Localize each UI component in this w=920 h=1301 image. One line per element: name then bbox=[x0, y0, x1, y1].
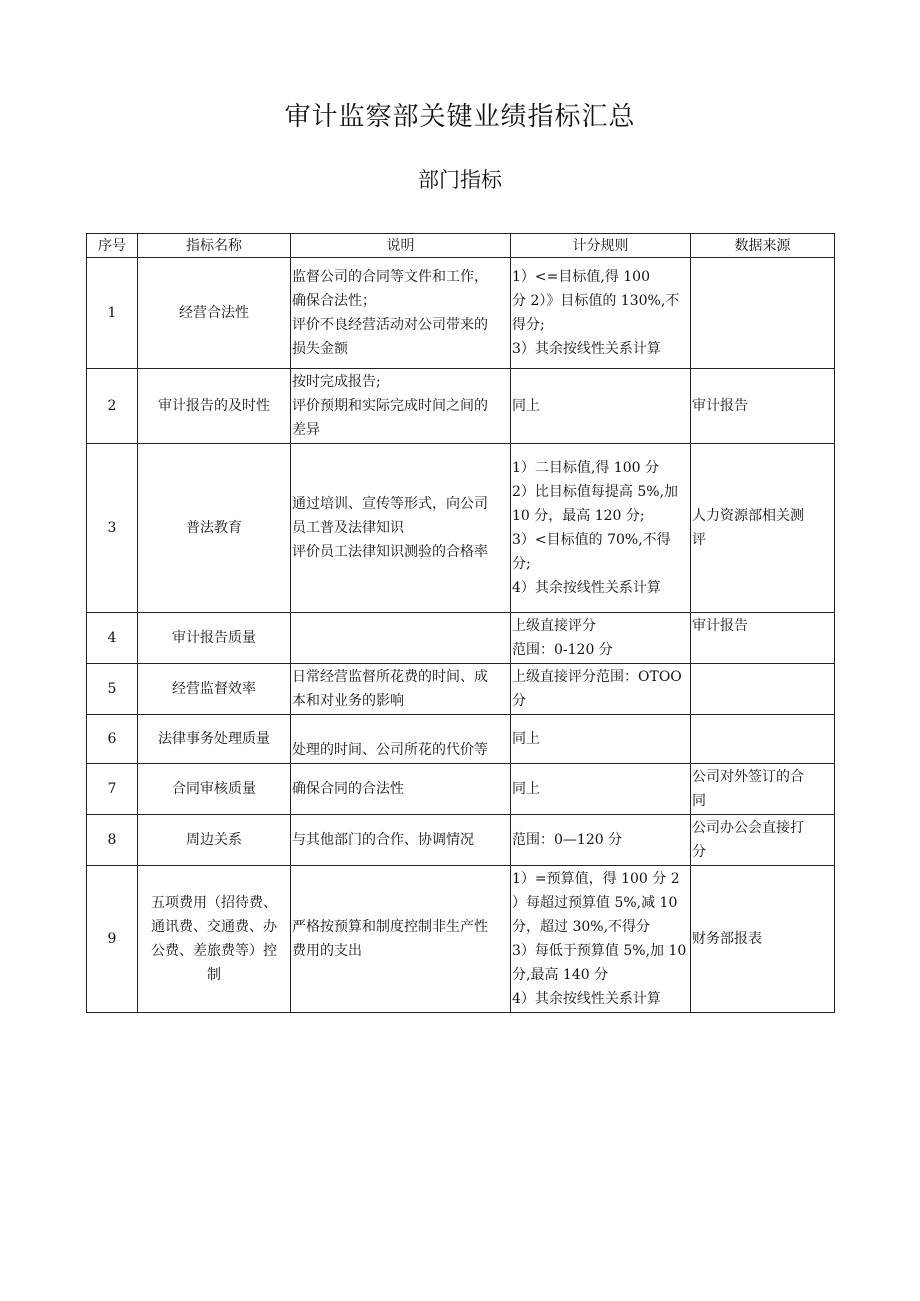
cell-no: 2 bbox=[87, 369, 138, 444]
cell-line: 周边关系 bbox=[186, 832, 242, 848]
cell-line: 财务部报表 bbox=[692, 931, 762, 947]
cell-source bbox=[691, 715, 835, 764]
cell-name bbox=[138, 866, 291, 1013]
cell-desc bbox=[291, 444, 511, 613]
cell-desc bbox=[291, 613, 511, 664]
cell-line: 3）<目标值的 70%,不得 bbox=[512, 532, 671, 548]
cell-name bbox=[138, 664, 291, 715]
cell-line: 上级直接评分 bbox=[512, 618, 596, 634]
cell-line: 分，超过 30%,不得分 bbox=[512, 919, 651, 935]
cell-line: 审计报告 bbox=[692, 618, 748, 634]
cell-line: 制 bbox=[207, 967, 221, 983]
cell-line: 1）<=目标值,得 100 bbox=[512, 269, 650, 285]
cell-rule bbox=[511, 258, 691, 369]
table-row bbox=[87, 664, 835, 715]
cell-line: 4）其余按线性关系计算 bbox=[512, 580, 661, 596]
cell-name bbox=[138, 815, 291, 866]
cell-name bbox=[138, 613, 291, 664]
cell-line: 1）二目标值,得 100 分 bbox=[512, 460, 659, 476]
cell-rule bbox=[511, 369, 691, 444]
cell-line: 分 bbox=[512, 693, 526, 709]
cell-line: 损失金额 bbox=[292, 341, 348, 357]
cell-line: 2）比目标值每提高 5%,加 bbox=[512, 484, 679, 500]
cell-line: 经营合法性 bbox=[179, 305, 249, 321]
table-row bbox=[87, 613, 835, 664]
cell-line: 普法教育 bbox=[186, 520, 242, 536]
cell-source bbox=[691, 258, 835, 369]
cell-line: 确保合法性； bbox=[292, 293, 376, 309]
cell-no: 3 bbox=[87, 444, 138, 613]
cell-line: 按时完成报告; bbox=[292, 374, 381, 390]
cell-line: 分 bbox=[692, 844, 706, 860]
cell-source bbox=[691, 764, 835, 815]
cell-line: 公司办公会直接打 bbox=[692, 820, 804, 836]
cell-line: 人力资源部相关测 bbox=[692, 508, 804, 524]
cell-name bbox=[138, 715, 291, 764]
cell-line: 审计报告质量 bbox=[172, 630, 256, 646]
cell-rule bbox=[511, 715, 691, 764]
cell-line: 同上 bbox=[512, 781, 540, 797]
cell-line: 4）其余按线性关系计算 bbox=[512, 991, 661, 1007]
table-row bbox=[87, 866, 835, 1013]
cell-desc bbox=[291, 369, 511, 444]
cell-line: 审计报告 bbox=[692, 398, 748, 414]
cell-rule bbox=[511, 444, 691, 613]
cell-line: 费用的支出 bbox=[292, 943, 362, 959]
cell-line: 分,最高 140 分 bbox=[512, 967, 609, 983]
cell-line: 五项费用（招待费、 bbox=[151, 895, 277, 911]
table-row bbox=[87, 715, 835, 764]
cell-line: 得分; bbox=[512, 317, 545, 333]
cell-name bbox=[138, 764, 291, 815]
cell-line: 确保合同的合法性 bbox=[292, 781, 404, 797]
cell-no: 6 bbox=[87, 715, 138, 764]
table-row bbox=[87, 815, 835, 866]
header-source: 数据来源 bbox=[691, 234, 835, 258]
cell-desc bbox=[291, 815, 511, 866]
cell-line: 本和对业务的影响 bbox=[292, 693, 404, 709]
table-row bbox=[87, 764, 835, 815]
cell-line: 范围：0-120 分 bbox=[512, 642, 613, 658]
cell-source bbox=[691, 613, 835, 664]
cell-line: 分 2）》目标值的 130%,不 bbox=[512, 293, 680, 309]
cell-line: 差异 bbox=[292, 422, 320, 438]
cell-line: 同 bbox=[692, 793, 706, 809]
cell-rule bbox=[511, 815, 691, 866]
cell-line: 评价预期和实际完成时间之间的 bbox=[292, 398, 488, 414]
cell-line: 同上 bbox=[512, 731, 540, 747]
cell-line: 经营监督效率 bbox=[172, 681, 256, 697]
cell-line: 处理的时间、公司所花的代价等 bbox=[292, 742, 488, 758]
cell-rule bbox=[511, 664, 691, 715]
cell-no: 4 bbox=[87, 613, 138, 664]
cell-no: 9 bbox=[87, 866, 138, 1013]
cell-source bbox=[691, 866, 835, 1013]
cell-name bbox=[138, 444, 291, 613]
cell-line: 范围：0—120 分 bbox=[512, 832, 623, 848]
table-row bbox=[87, 258, 835, 369]
cell-line: ）每超过预算值 5%,减 10 bbox=[512, 895, 678, 911]
header-desc: 说明 bbox=[291, 234, 511, 258]
cell-line: 评价员工法律知识测验的合格率 bbox=[292, 544, 488, 560]
cell-line: 审计报告的及时性 bbox=[158, 398, 270, 414]
cell-no: 5 bbox=[87, 664, 138, 715]
table-row bbox=[87, 369, 835, 444]
cell-line: 评价不良经营活动对公司带来的 bbox=[292, 317, 488, 333]
table-header-row bbox=[87, 234, 835, 258]
cell-line: 合同审核质量 bbox=[172, 781, 256, 797]
section-subtitle: 部门指标 bbox=[418, 168, 502, 192]
header-rule: 计分规则 bbox=[511, 234, 691, 258]
cell-line: 1）=预算值，得 100 分 2 bbox=[512, 871, 680, 887]
cell-line: 监督公司的合同等文件和工作， bbox=[292, 269, 488, 285]
header-name: 指标名称 bbox=[138, 234, 291, 258]
cell-no: 8 bbox=[87, 815, 138, 866]
cell-line: 3）其余按线性关系计算 bbox=[512, 341, 661, 357]
cell-rule bbox=[511, 613, 691, 664]
cell-line: 评 bbox=[692, 532, 706, 548]
cell-line: 通过培训、宣传等形式，向公司 bbox=[292, 496, 488, 512]
cell-line: 公费、差旅费等）控 bbox=[151, 943, 277, 959]
cell-desc bbox=[291, 715, 511, 764]
cell-desc bbox=[291, 866, 511, 1013]
header-no: 序号 bbox=[87, 234, 138, 258]
cell-name bbox=[138, 258, 291, 369]
cell-line: 公司对外签订的合 bbox=[692, 769, 804, 785]
cell-line: 员工普及法律知识 bbox=[292, 520, 404, 536]
cell-line: 同上 bbox=[512, 398, 540, 414]
cell-no: 1 bbox=[87, 258, 138, 369]
cell-line: 与其他部门的合作、协调情况 bbox=[292, 832, 474, 848]
cell-source bbox=[691, 664, 835, 715]
cell-no: 7 bbox=[87, 764, 138, 815]
cell-source bbox=[691, 815, 835, 866]
cell-source bbox=[691, 369, 835, 444]
cell-source bbox=[691, 444, 835, 613]
cell-desc bbox=[291, 258, 511, 369]
cell-rule bbox=[511, 866, 691, 1013]
kpi-table bbox=[86, 233, 835, 1013]
cell-line: 上级直接评分范围：OTOO bbox=[512, 669, 682, 685]
cell-line: 通讯费、交通费、办 bbox=[151, 919, 277, 935]
cell-line: 法律事务处理质量 bbox=[158, 731, 270, 747]
cell-line: 分; bbox=[512, 556, 531, 572]
cell-desc bbox=[291, 664, 511, 715]
cell-name bbox=[138, 369, 291, 444]
cell-line: 日常经营监督所花费的时间、成 bbox=[292, 669, 488, 685]
cell-line: 3）每低于预算值 5%,加 10 bbox=[512, 943, 687, 959]
page-title: 审计监察部关键业绩指标汇总 bbox=[284, 102, 636, 132]
cell-line: 严格按预算和制度控制非生产性 bbox=[292, 919, 488, 935]
cell-line: 10 分，最高 120 分; bbox=[512, 508, 645, 524]
table-row bbox=[87, 444, 835, 613]
cell-rule bbox=[511, 764, 691, 815]
cell-desc bbox=[291, 764, 511, 815]
